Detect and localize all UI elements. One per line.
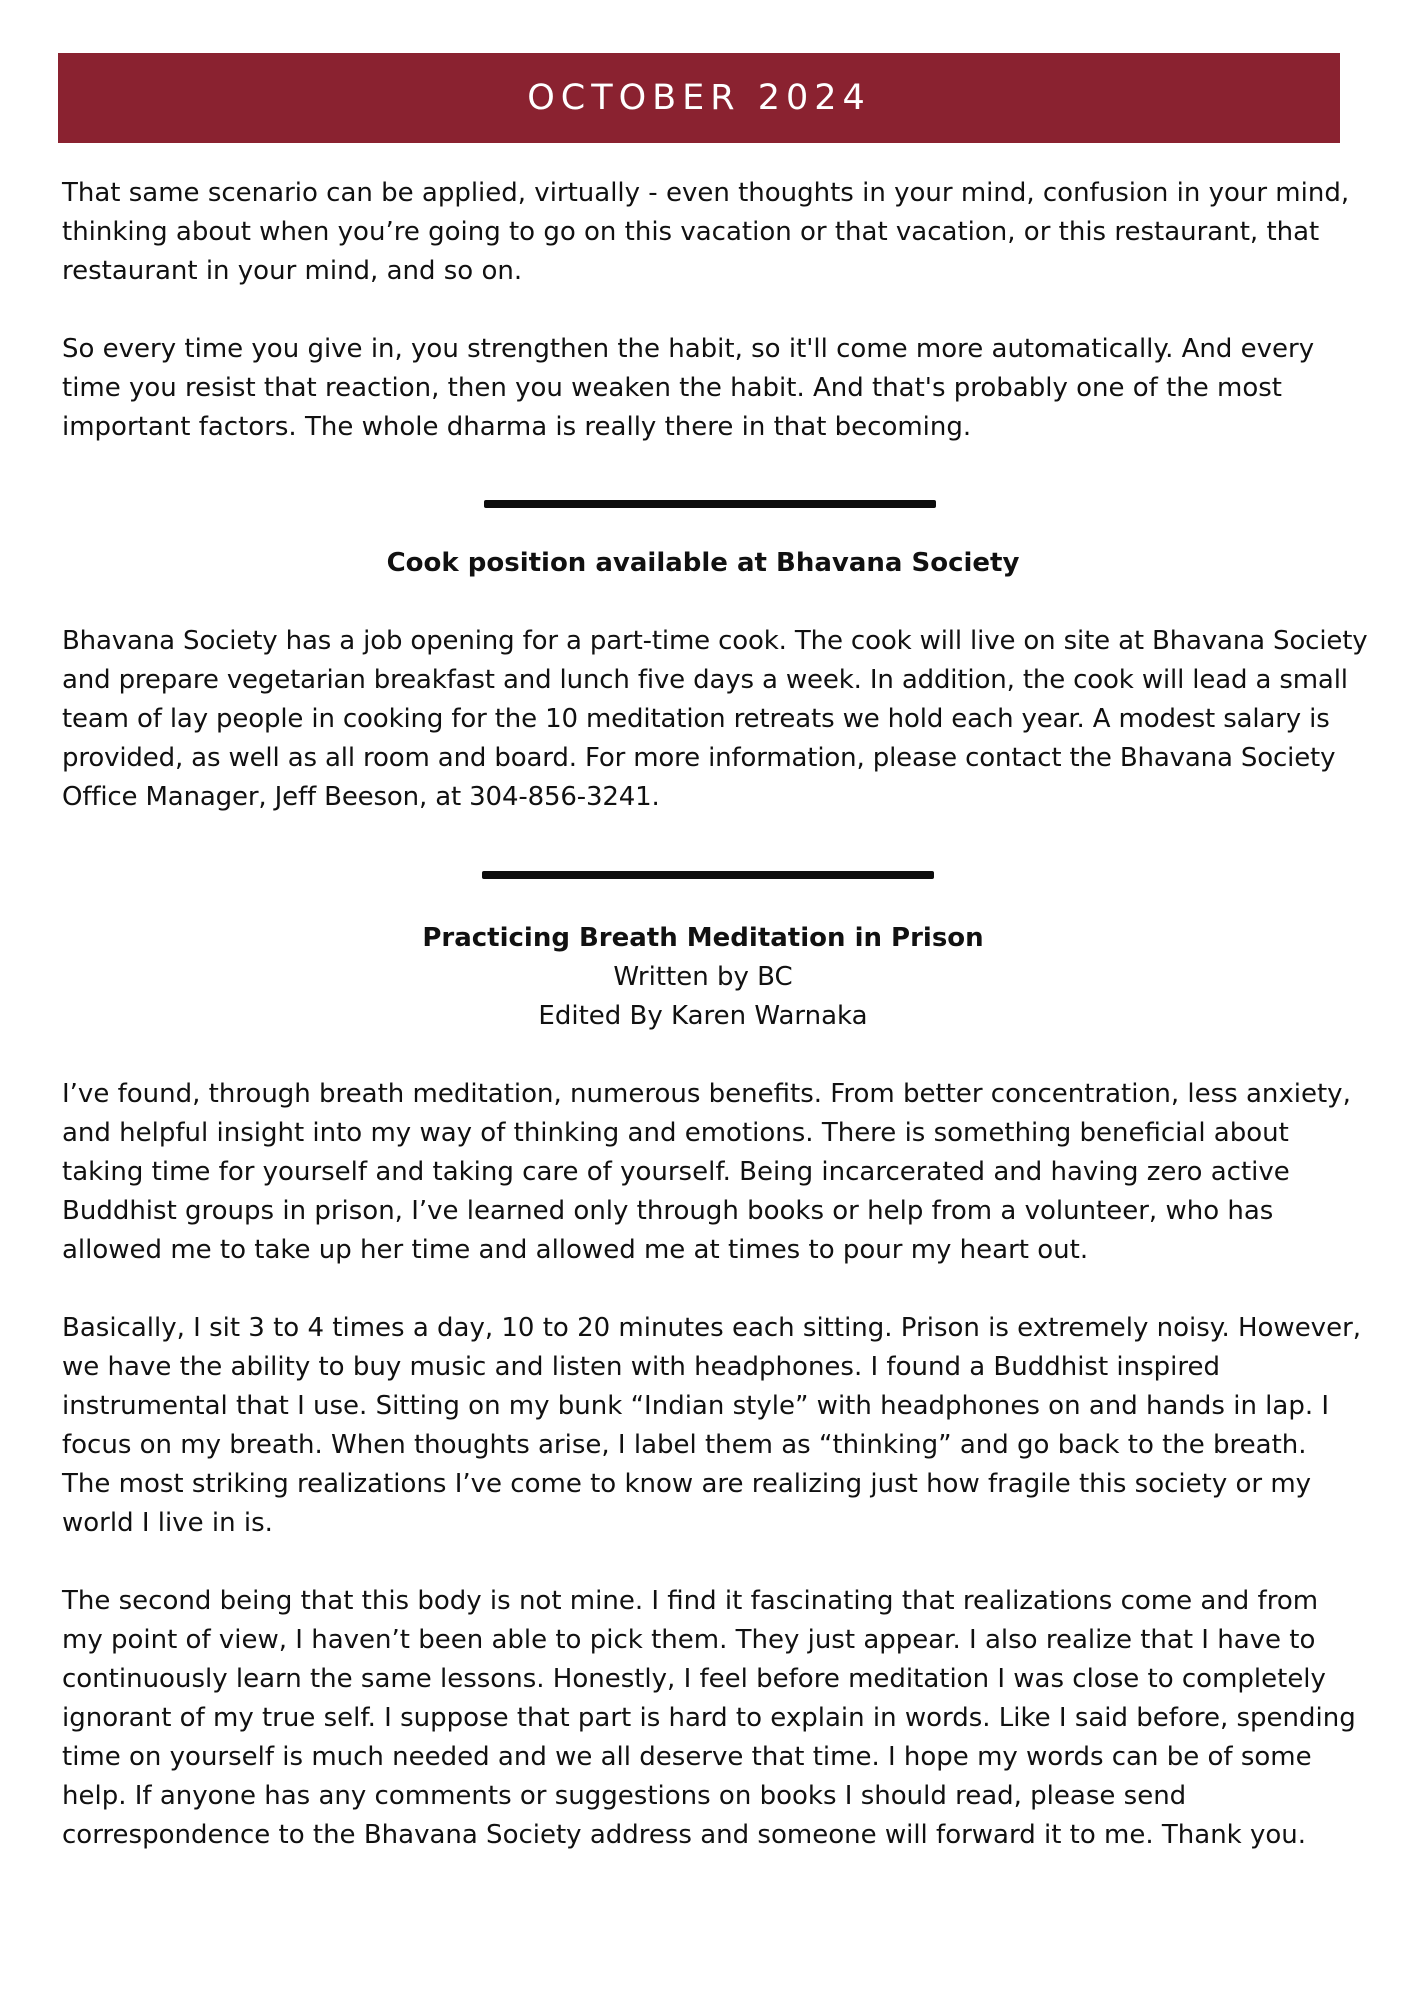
intro-paragraph-2: So every time you give in, you strengthen the habit, so it'll come more automatically. And every time you resist that reaction, then you weaken the habit. And that's probably one of the most important factors. The whole dharma is really there in that becoming. (62, 334, 1315, 442)
cook-paragraph: Bhavana Society has a job opening for a part-time cook. The cook will live on site at Bhavana Society and prepare vegetarian breakfast and lunch five days a week. In addition, the cook will lead a small team of lay people in cooking for the 10 meditation retreats we hold each year. A modest salary is provided, as well as all room and board. For more information, please contact the Bhavana Society Office Manager, Jeff Beeson, at 304-856-3241. (62, 626, 1368, 812)
newsletter-content (62, 174, 1407, 1855)
article-paragraph-1: I’ve found, through breath meditation, numerous benefits. From better concentration, less anxiety, and helpful insight into my way of thinking and emotions. There is something beneficial about taking time for yourself and taking care of yourself. Being incarcerated and having zero active Buddhist groups in prison, I’ve learned only through books or help from a volunteer, who has allowed me to take up her time and allowed me at times to pour my heart out. (62, 1079, 1351, 1265)
article-paragraph-3: The second being that this body is not mine. I find it fascinating that realizations come and from my point of view, I haven’t been able to pick them. They just appear. I also realize that I have to continuously learn the same lessons. Honestly, I feel before meditation I was close to completely ignorant of my true self. I suppose that part is hard to explain in words. Like I said before, spending time on yourself is much needed and we all deserve that time. I hope my words can be of some help. If anyone has any comments or suggestions on books I should read, please send correspondence to the Bhavana Society address and someone will forward it to me. Thank you. (62, 1586, 1356, 1850)
article-paragraph-2: Basically, I sit 3 to 4 times a day, 10 to 20 minutes each sitting. Prison is extremely noisy. However, we have the ability to buy music and listen with headphones. I found a Buddhist inspired instrumental that I use. Sitting on my bunk “Indian style” with headphones on and hands in lap. I focus on my breath. When thoughts arise, I label them as “thinking” and go back to the breath. The most striking realizations I’ve come to know are realizing just how fragile this society or my world I live in is. (62, 1313, 1362, 1538)
article-title: Practicing Breath Meditation in Prison (422, 923, 984, 953)
banner-title: OCTOBER 2024 (527, 78, 871, 118)
article-author: Written by BC (613, 962, 793, 992)
intro-paragraph-1: That same scenario can be applied, virtually - even thoughts in your mind, confusion in your mind, thinking about when you’re going to go on this vacation or that vacation, or this restaurant, that restaurant in your mind, and so on. (62, 178, 1350, 286)
article-editor: Edited By Karen Warnaka (538, 1001, 868, 1031)
cook-heading: Cook position available at Bhavana Society (386, 548, 1020, 578)
section-divider (484, 500, 936, 508)
month-banner (58, 53, 1340, 143)
section-divider (482, 871, 934, 879)
